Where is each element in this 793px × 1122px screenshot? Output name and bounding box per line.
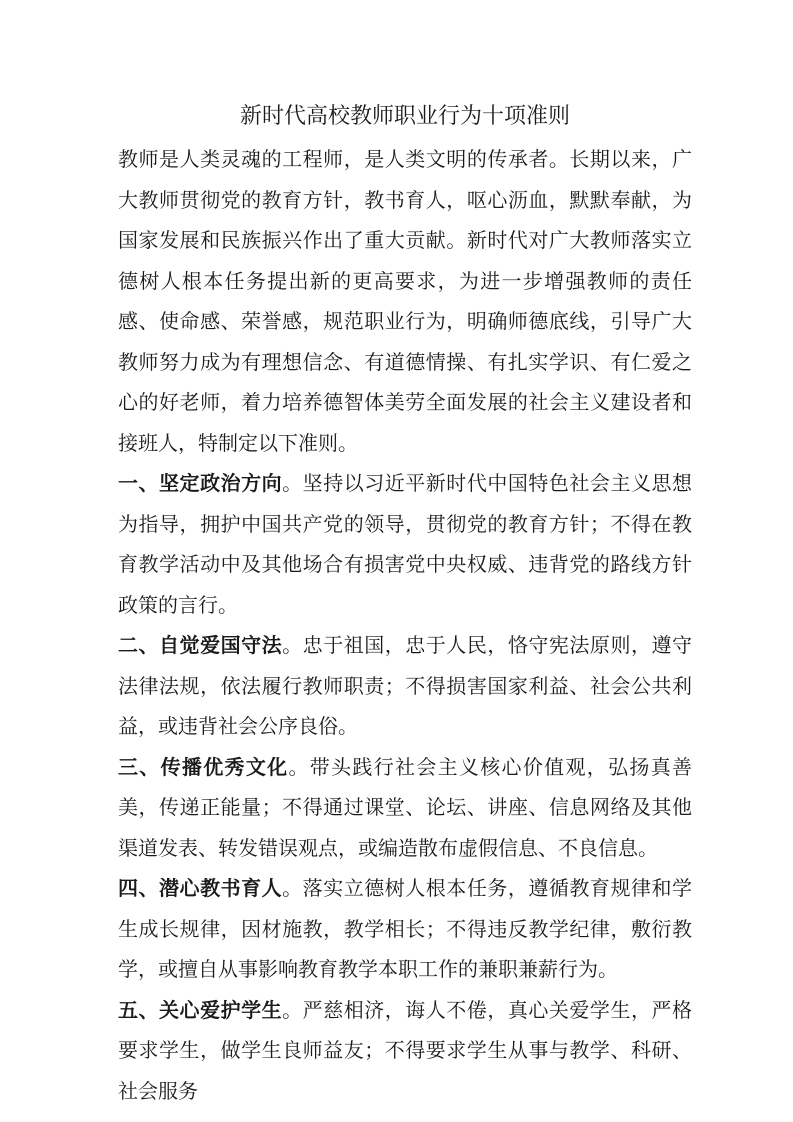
guideline-2-body: 。忠于祖国，忠于人民，恪守宪法原则，遵守法律法规，依法履行教师职责；不得损害国家利益、社会公共利益，或违背社会公序良俗。	[118, 635, 693, 738]
document-title: 新时代高校教师职业行为十项准则	[239, 103, 570, 128]
guideline-4-heading: 四、潜心教书育人	[118, 878, 283, 900]
guideline-5-heading: 五、关心爱护学生	[118, 999, 283, 1022]
document-content	[118, 100, 692, 1112]
guideline-2-heading: 二、自觉爱国守法	[118, 635, 283, 657]
guideline-item-3	[118, 748, 692, 870]
guideline-item-1	[118, 464, 692, 626]
guideline-item-5	[118, 991, 692, 1113]
guideline-4-body: 。落实立德树人根本任务，遵循教育规律和学生成长规律，因材施教，教学相长；不得违反教学纪律，敷衍教学，或擅自从事影响教育教学本职工作的兼职兼薪行为。	[118, 878, 693, 981]
guideline-1-heading: 一、坚定政治方向	[118, 473, 283, 495]
intro-paragraph: 教师是人类灵魂的工程师，是人类文明的传承者。长期以来，广大教师贯彻党的教育方针，教书育人，呕心沥血，默默奉献，为国家发展和民族振兴作出了重大贡献。新时代对广大教师落实立德树人根本任务提出新的更高要求，为进一步增强教师的责任感、使命感、荣誉感，规范职业行为，明确师德底线，引导广大教师努力成为有理想信念、有道德情操、有扎实学识、有仁爱之心的好老师，着力培养德智体美劳全面发展的社会主义建设者和接班人，特制定以下准则。	[118, 149, 692, 455]
guideline-3-heading: 三、传播优秀文化	[118, 756, 289, 779]
guideline-3-body: 。带头践行社会主义核心价值观，弘扬真善美，传递正能量；不得通过课堂、论坛、讲座、信息网络及其他渠道发表、转发错误观点，或编造散布虚假信息、不良信息。	[118, 756, 693, 860]
guideline-5-body: 。严慈相济，诲人不倦，真心关爱学生，严格要求学生，做学生良师益友；不得要求学生从事与教学、科研、社会服务	[118, 999, 693, 1103]
guideline-item-4	[118, 869, 692, 991]
guideline-1-body: 。坚持以习近平新时代中国特色社会主义思想为指导，拥护中国共产党的领导，贯彻党的教育方针；不得在教育教学活动中及其他场合有损害党中央权威、违背党的路线方针政策的言行。	[118, 473, 693, 617]
guideline-item-2	[118, 626, 692, 748]
